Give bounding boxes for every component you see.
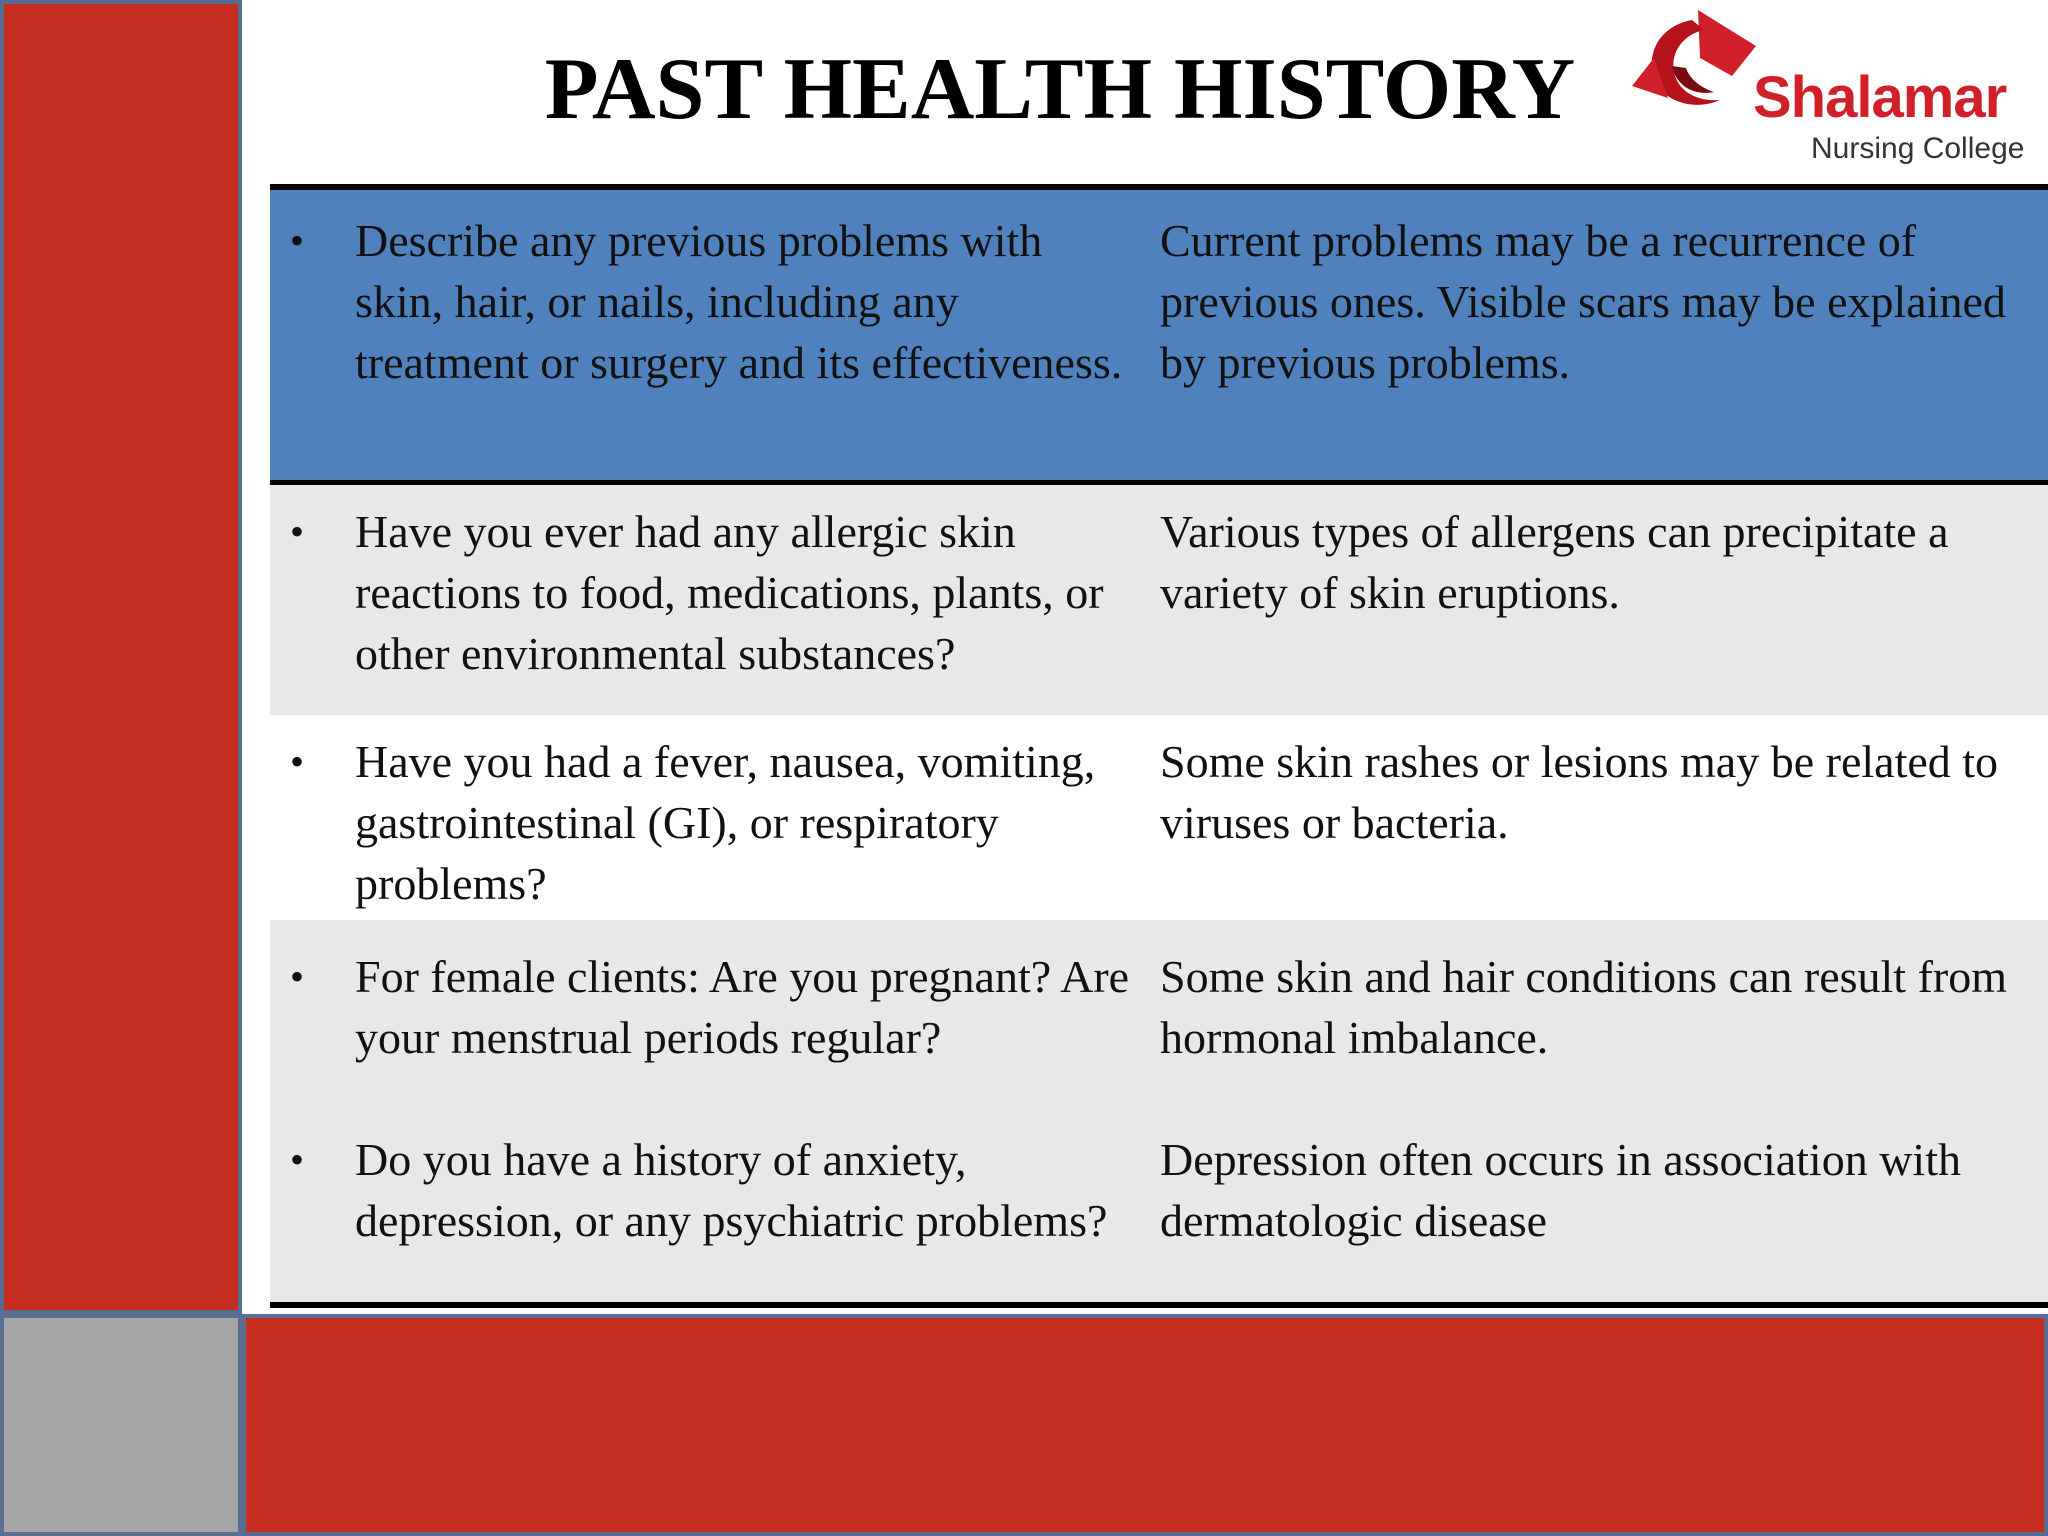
rationale-text: Depression often occurs in association with dermatologic disease [1160, 1134, 1961, 1246]
question-text: Do you have a history of anxiety, depression, or any psychiatric problems? [355, 1134, 1108, 1246]
college-logo [1628, 6, 2038, 166]
slide-title: PAST HEALTH HISTORY [544, 41, 1576, 138]
rationale-text: Current problems may be a recurrence of previous ones. Visible scars may be explained by previous problems. [1160, 215, 2006, 388]
rationale-cell [1140, 731, 2048, 920]
logo-emblem-icon [1628, 6, 1768, 126]
logo-name: Shalamar [1753, 65, 2007, 130]
bullet: • [290, 218, 305, 263]
question-cell [270, 1129, 1140, 1251]
rationale-cell [1140, 1129, 2048, 1251]
rationale-cell [1140, 501, 2048, 715]
rationale-text: Various types of allergens can precipitate a variety of skin eruptions. [1160, 506, 1949, 618]
left-red-bar [0, 0, 242, 1314]
left-grey-block [0, 1314, 242, 1536]
rationale-text: Some skin and hair conditions can result from hormonal imbalance. [1160, 951, 2008, 1063]
question-text: For female clients: Are you pregnant? Are your menstrual periods regular? [355, 951, 1130, 1063]
question-text: Describe any previous problems with skin, hair, or nails, including any treatment or surgery and its effectiveness. [355, 215, 1123, 388]
bullet: • [290, 509, 305, 554]
logo-subtitle: Nursing College [1811, 132, 2025, 165]
rationale-text: Some skin rashes or lesions may be related to viruses or bacteria. [1160, 736, 1999, 848]
question-cell [270, 501, 1140, 715]
table-row [270, 190, 2048, 485]
question-cell [270, 731, 1140, 920]
bottom-red-bar [242, 1314, 2048, 1536]
question-cell [270, 210, 1140, 480]
rationale-cell [1140, 210, 2048, 480]
table-row [270, 920, 2048, 1302]
question-cell [270, 946, 1140, 1068]
question-text: Have you had a fever, nausea, vomiting, gastrointestinal (GI), or respiratory problems? [355, 736, 1096, 909]
bullet: • [290, 1137, 305, 1182]
rationale-cell [1140, 946, 2048, 1068]
row-pair [270, 1129, 2048, 1251]
bullet: • [290, 954, 305, 999]
bullet: • [290, 739, 305, 784]
question-text: Have you ever had any allergic skin reactions to food, medications, plants, or other environmental substances? [355, 506, 1104, 679]
table-row [270, 485, 2048, 715]
table-row [270, 715, 2048, 920]
history-table [270, 184, 2048, 1308]
row-pair [270, 946, 2048, 1068]
